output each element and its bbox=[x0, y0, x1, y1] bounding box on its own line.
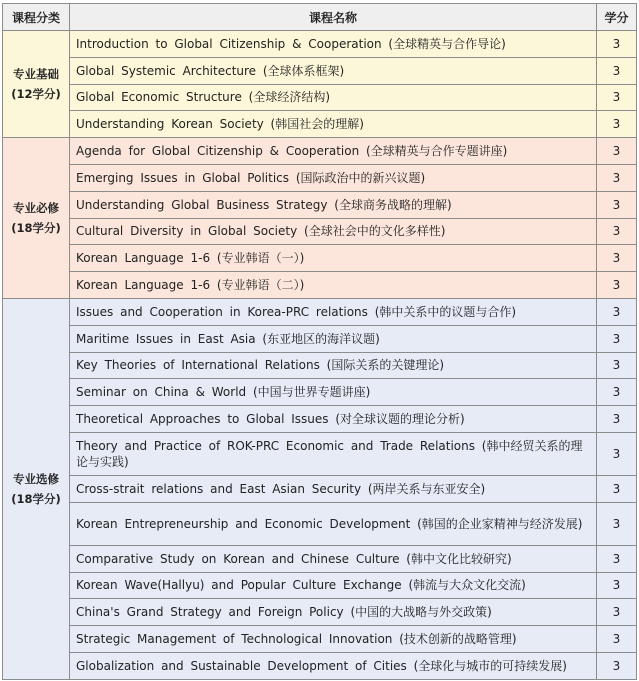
course-credits: 3 bbox=[597, 545, 637, 572]
course-credits: 3 bbox=[597, 84, 637, 111]
course-name: Maritime Issues in East Asia (东亚地区的海洋议题) bbox=[70, 325, 597, 352]
course-name: Theoretical Approaches to Global Issues (对全球议题的理论分析) bbox=[70, 406, 597, 433]
course-credits: 3 bbox=[597, 298, 637, 325]
course-name: Agenda for Global Citizenship & Cooperation (全球精英与合作专题讲座) bbox=[70, 138, 597, 165]
table-row bbox=[3, 652, 637, 679]
course-credits: 3 bbox=[597, 245, 637, 272]
course-name: Seminar on China & World (中国与世界专题讲座) bbox=[70, 379, 597, 406]
category-credits: (18学分) bbox=[11, 491, 61, 506]
course-credits: 3 bbox=[597, 352, 637, 379]
course-credits: 3 bbox=[597, 31, 637, 58]
header-category: 课程分类 bbox=[3, 4, 70, 31]
table-row bbox=[3, 57, 637, 84]
course-credits: 3 bbox=[597, 652, 637, 679]
header-row bbox=[3, 4, 637, 31]
table-row bbox=[3, 84, 637, 111]
course-credits: 3 bbox=[597, 111, 637, 138]
table-row bbox=[3, 31, 637, 58]
course-credits: 3 bbox=[597, 599, 637, 626]
table-row bbox=[3, 218, 637, 245]
course-credits: 3 bbox=[597, 572, 637, 599]
table-row bbox=[3, 599, 637, 626]
category-cell-foundation bbox=[3, 31, 70, 138]
course-name: Theory and Practice of ROK-PRC Economic and Trade Relations (韩中经贸关系的理论与实践) bbox=[70, 432, 597, 475]
course-credits: 3 bbox=[597, 57, 637, 84]
course-credits: 3 bbox=[597, 626, 637, 653]
course-name: Korean Entrepreneurship and Economic Development (韩国的企业家精神与经济发展) bbox=[70, 502, 597, 545]
table-row bbox=[3, 325, 637, 352]
table-row bbox=[3, 545, 637, 572]
course-credits: 3 bbox=[597, 502, 637, 545]
course-name: Strategic Management of Technological Innovation (技术创新的战略管理) bbox=[70, 626, 597, 653]
course-name: Cross-strait relations and East Asian Security (两岸关系与东亚安全) bbox=[70, 475, 597, 502]
course-name: Korean Wave(Hallyu) and Popular Culture Exchange (韩流与大众文化交流) bbox=[70, 572, 597, 599]
category-cell-elective bbox=[3, 298, 70, 679]
table-row bbox=[3, 298, 637, 325]
category-name: 专业基础 bbox=[13, 67, 59, 82]
course-credits: 3 bbox=[597, 325, 637, 352]
course-name: China's Grand Strategy and Foreign Policy (中国的大战略与外交政策) bbox=[70, 599, 597, 626]
course-credits: 3 bbox=[597, 475, 637, 502]
course-name: Key Theories of International Relations (国际关系的关键理论) bbox=[70, 352, 597, 379]
table-row bbox=[3, 352, 637, 379]
table-row bbox=[3, 164, 637, 191]
table-row bbox=[3, 245, 637, 272]
table-row bbox=[3, 502, 637, 545]
table-row bbox=[3, 111, 637, 138]
course-name: Understanding Global Business Strategy (全球商务战略的理解) bbox=[70, 191, 597, 218]
course-name: Global Economic Structure (全球经济结构) bbox=[70, 84, 597, 111]
course-name: Korean Language 1-6 (专业韩语（一）) bbox=[70, 245, 597, 272]
course-credits: 3 bbox=[597, 272, 637, 299]
category-name: 专业必修 bbox=[13, 201, 59, 216]
course-credits: 3 bbox=[597, 379, 637, 406]
table-row bbox=[3, 626, 637, 653]
table-row bbox=[3, 572, 637, 599]
header-course-name: 课程名称 bbox=[70, 4, 597, 31]
course-name: Cultural Diversity in Global Society (全球社会中的文化多样性) bbox=[70, 218, 597, 245]
course-name: Global Systemic Architecture (全球体系框架) bbox=[70, 57, 597, 84]
course-credits: 3 bbox=[597, 218, 637, 245]
table-row bbox=[3, 138, 637, 165]
course-name: Introduction to Global Citizenship & Cooperation (全球精英与合作导论) bbox=[70, 31, 597, 58]
course-credits: 3 bbox=[597, 406, 637, 433]
course-name: Understanding Korean Society (韩国社会的理解) bbox=[70, 111, 597, 138]
table-row bbox=[3, 191, 637, 218]
header-credits: 学分 bbox=[597, 4, 637, 31]
table-row bbox=[3, 432, 637, 475]
table-row bbox=[3, 379, 637, 406]
course-name: Korean Language 1-6 (专业韩语（二）) bbox=[70, 272, 597, 299]
course-credits: 3 bbox=[597, 191, 637, 218]
course-name: Comparative Study on Korean and Chinese Culture (韩中文化比较研究) bbox=[70, 545, 597, 572]
course-credits: 3 bbox=[597, 164, 637, 191]
course-credits: 3 bbox=[597, 138, 637, 165]
category-cell-required bbox=[3, 138, 70, 299]
curriculum-table bbox=[2, 3, 637, 680]
table-row bbox=[3, 272, 637, 299]
course-name: Emerging Issues in Global Politics (国际政治中的新兴议题) bbox=[70, 164, 597, 191]
course-name: Issues and Cooperation in Korea-PRC relations (韩中关系中的议题与合作) bbox=[70, 298, 597, 325]
course-credits: 3 bbox=[597, 432, 637, 475]
course-name: Globalization and Sustainable Development of Cities (全球化与城市的可持续发展) bbox=[70, 652, 597, 679]
table-row bbox=[3, 475, 637, 502]
category-credits: (12学分) bbox=[11, 87, 61, 102]
category-name: 专业选修 bbox=[13, 471, 59, 486]
category-credits: (18学分) bbox=[11, 221, 61, 236]
table-row bbox=[3, 406, 637, 433]
